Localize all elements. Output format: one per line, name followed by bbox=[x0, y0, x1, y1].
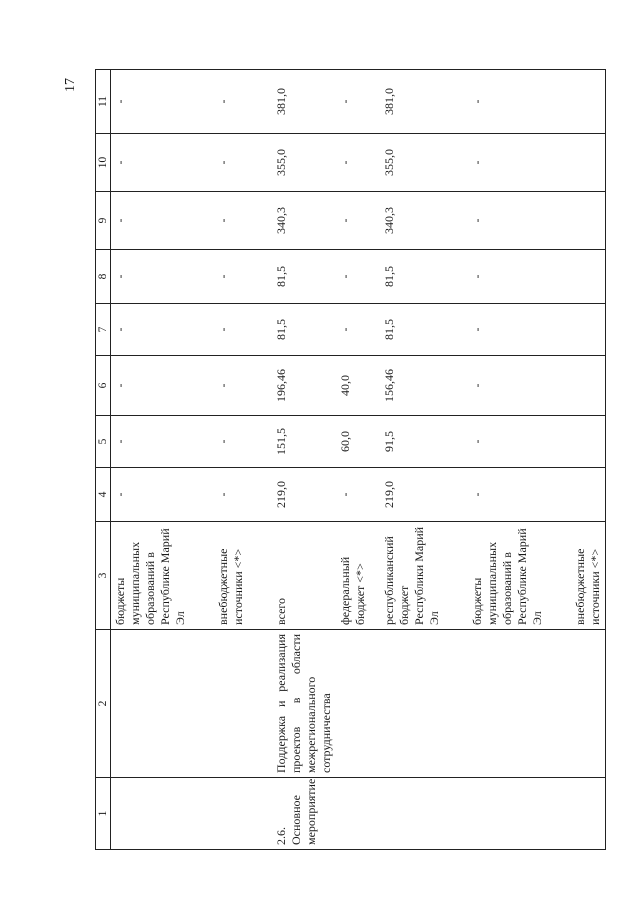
cell-value: - bbox=[336, 468, 370, 522]
cell-value: - bbox=[214, 304, 248, 356]
cell-value: - bbox=[336, 70, 370, 134]
cell-value: 81,5 bbox=[272, 250, 336, 304]
cell-value: - bbox=[468, 134, 547, 192]
cell-value: - bbox=[468, 192, 547, 250]
cell-value: - bbox=[468, 356, 547, 416]
cell-value: 196,46 bbox=[272, 356, 336, 416]
table-row bbox=[272, 70, 336, 850]
cell-value: - bbox=[111, 250, 191, 304]
spacer-row bbox=[248, 70, 272, 850]
cell-value: 81,5 bbox=[272, 304, 336, 356]
table-row bbox=[380, 70, 444, 850]
spacer-row bbox=[547, 70, 571, 850]
header-cell: 3 bbox=[96, 522, 111, 630]
table-row bbox=[571, 70, 606, 850]
cell-value: - bbox=[111, 304, 191, 356]
cell-col1 bbox=[336, 778, 370, 850]
header-cell: 8 bbox=[96, 250, 111, 304]
spacer-row bbox=[190, 70, 214, 850]
cell-value bbox=[571, 356, 606, 416]
cell-col2 bbox=[336, 630, 370, 778]
cell-value: - bbox=[468, 70, 547, 134]
cell-value: 81,5 bbox=[380, 304, 444, 356]
header-cell: 4 bbox=[96, 468, 111, 522]
header-row bbox=[96, 70, 111, 850]
cell-value: 60,0 bbox=[336, 416, 370, 468]
cell-value: 81,5 bbox=[380, 250, 444, 304]
spacer-row bbox=[444, 70, 468, 850]
rotated-table-page bbox=[95, 70, 603, 850]
cell-value bbox=[571, 416, 606, 468]
cell-value: - bbox=[468, 304, 547, 356]
header-cell: 9 bbox=[96, 192, 111, 250]
cell-value: 40,0 bbox=[336, 356, 370, 416]
cell-value bbox=[571, 70, 606, 134]
cell-value: - bbox=[214, 134, 248, 192]
cell-value: 151,5 bbox=[272, 416, 336, 468]
cell-value: - bbox=[468, 250, 547, 304]
cell-value: - bbox=[336, 192, 370, 250]
cell-col1 bbox=[111, 778, 191, 850]
cell-col1: 2.6. Основное мероприятие bbox=[272, 778, 336, 850]
financing-table bbox=[95, 69, 606, 850]
cell-source: всего bbox=[272, 522, 336, 630]
cell-value: - bbox=[214, 356, 248, 416]
cell-value: - bbox=[468, 416, 547, 468]
cell-value: 91,5 bbox=[380, 416, 444, 468]
cell-col2 bbox=[272, 630, 336, 778]
cell-col1 bbox=[214, 778, 248, 850]
cell-value: 381,0 bbox=[272, 70, 336, 134]
cell-col2 bbox=[571, 630, 606, 778]
cell-col2 bbox=[111, 630, 191, 778]
header-cell: 6 bbox=[96, 356, 111, 416]
cell-value: 381,0 bbox=[380, 70, 444, 134]
cell-value: - bbox=[214, 416, 248, 468]
cell-value: 355,0 bbox=[272, 134, 336, 192]
cell-value: - bbox=[336, 250, 370, 304]
cell-value: 219,0 bbox=[272, 468, 336, 522]
cell-value: - bbox=[468, 468, 547, 522]
cell-value: 340,3 bbox=[272, 192, 336, 250]
cell-col2 bbox=[468, 630, 547, 778]
cell-value: 340,3 bbox=[380, 192, 444, 250]
page-number: 17 bbox=[63, 78, 78, 92]
cell-value bbox=[571, 192, 606, 250]
cell-source: федеральный бюджет <*> bbox=[336, 522, 370, 630]
cell-value bbox=[571, 304, 606, 356]
description-line: проектов в области bbox=[289, 634, 304, 773]
cell-value bbox=[571, 250, 606, 304]
cell-source: внебюджетные источники <*> bbox=[214, 522, 248, 630]
cell-value: - bbox=[111, 70, 191, 134]
cell-col2 bbox=[214, 630, 248, 778]
cell-value: 219,0 bbox=[380, 468, 444, 522]
table-row bbox=[468, 70, 547, 850]
cell-value: - bbox=[214, 192, 248, 250]
table-row bbox=[336, 70, 370, 850]
header-cell: 10 bbox=[96, 134, 111, 192]
cell-value: - bbox=[111, 134, 191, 192]
cell-source: бюджеты муниципальных образований в Республике Марий Эл bbox=[111, 522, 191, 630]
cell-col1 bbox=[468, 778, 547, 850]
header-cell: 5 bbox=[96, 416, 111, 468]
cell-value: - bbox=[111, 468, 191, 522]
cell-col1 bbox=[571, 778, 606, 850]
cell-value: - bbox=[336, 134, 370, 192]
table-row bbox=[111, 70, 191, 850]
cell-value bbox=[571, 134, 606, 192]
cell-value: - bbox=[214, 70, 248, 134]
cell-source: республиканский бюджет Республики Марий Эл bbox=[380, 522, 444, 630]
cell-value: 355,0 bbox=[380, 134, 444, 192]
cell-value: 156,46 bbox=[380, 356, 444, 416]
spacer-row bbox=[370, 70, 380, 850]
cell-value bbox=[571, 468, 606, 522]
header-cell: 1 bbox=[96, 778, 111, 850]
cell-value: - bbox=[111, 416, 191, 468]
cell-value: - bbox=[336, 304, 370, 356]
cell-value: - bbox=[214, 250, 248, 304]
cell-col1 bbox=[380, 778, 444, 850]
cell-value: - bbox=[111, 192, 191, 250]
cell-value: - bbox=[214, 468, 248, 522]
header-cell: 11 bbox=[96, 70, 111, 134]
description-line: Поддержка и реализация bbox=[274, 634, 289, 773]
cell-source: бюджеты муниципальных образований в Республике Марий Эл bbox=[468, 522, 547, 630]
header-cell: 2 bbox=[96, 630, 111, 778]
description-line: межрегионального bbox=[304, 676, 319, 773]
table-row bbox=[214, 70, 248, 850]
description-line: сотрудничества bbox=[319, 693, 334, 773]
cell-value: - bbox=[111, 356, 191, 416]
cell-col2 bbox=[380, 630, 444, 778]
cell-source: внебюджетные источники <*> bbox=[571, 522, 606, 630]
header-cell: 7 bbox=[96, 304, 111, 356]
